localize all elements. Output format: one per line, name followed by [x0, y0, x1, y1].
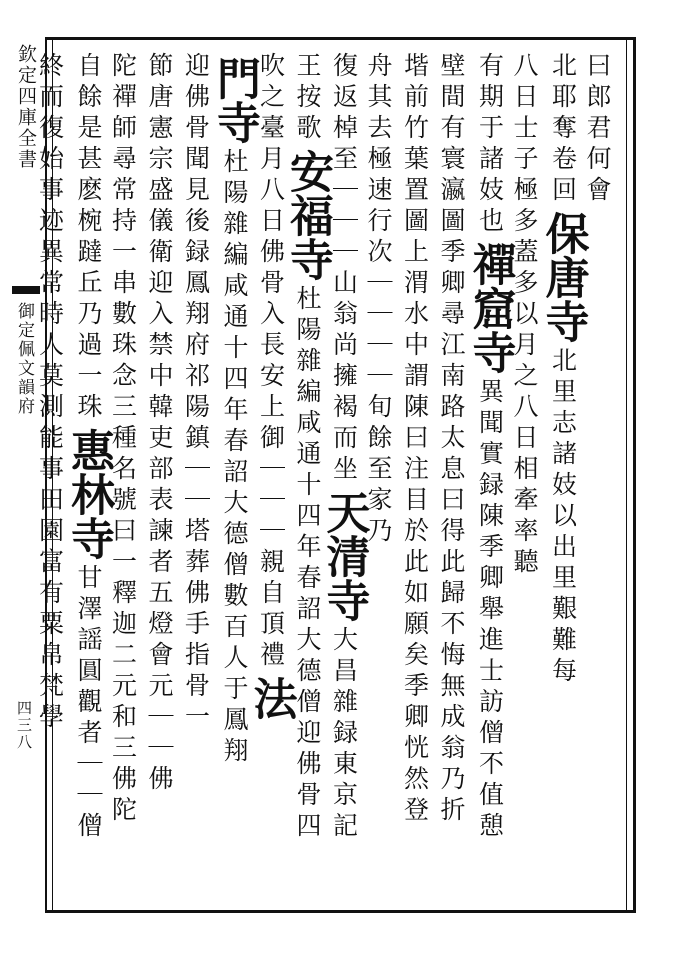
text-segment: 堦前竹葉置圖上渭水中謂陳曰注目於此如願矣季卿恍然登 [400, 52, 430, 827]
text-segment: 自餘是甚麽椀躂丘乃過一珠 [74, 52, 103, 424]
text-column [512, 52, 537, 907]
text-segment: 月八日佛骨入長安上御｜｜｜親自頂禮 [256, 145, 286, 672]
text-segment: 能事田園富有粟帛梵學 [35, 424, 65, 734]
entry-heading: 門寺 [209, 56, 260, 144]
text-column [63, 52, 114, 907]
entry-heading: 保唐寺 [537, 211, 589, 343]
margin-book-title: 御定佩文韻府 [14, 302, 34, 416]
text-segment: 異聞實録陳季卿舉進士訪僧不值憩 [475, 378, 505, 843]
text-column [282, 52, 333, 907]
text-column [585, 52, 610, 907]
text-segment: 舟其去極速行次｜｜｜｜旬餘至家乃 [364, 52, 393, 548]
frame-top-rule [45, 37, 635, 40]
text-column [464, 52, 516, 907]
margin-page-number: 四三八 [15, 700, 33, 751]
text-segment: 杜陽雜編咸通十四年春詔大德僧數百人于鳳翔 [220, 148, 249, 768]
text-column [245, 52, 297, 907]
text-segment: 有期于諸妓也 [475, 52, 505, 238]
text-segment: 北耶奪卷回 [548, 52, 578, 207]
text-column [537, 52, 589, 907]
entry-heading: 禪窟寺 [464, 242, 516, 374]
frame-inner-right-rule [626, 40, 627, 910]
text-segment: 大昌雜録東京記 [329, 626, 359, 843]
text-segment: 迎佛骨聞見後録鳳翔府祁陽鎮｜｜塔葬佛手指骨一 [181, 52, 211, 734]
text-column [439, 52, 464, 907]
text-column [400, 52, 430, 907]
entry-heading: 惠林寺 [63, 428, 114, 560]
text-column [209, 52, 260, 907]
margin-top-title: 欽定四庫全書 [15, 44, 37, 170]
text-column [366, 52, 391, 907]
entry-heading: 天清寺 [318, 490, 370, 622]
text-segment: 復返棹至｜｜｜山翁尚擁褐而坐 [329, 52, 359, 486]
text-segment: 杜陽雜編咸通十四年春詔大德僧迎佛骨四 [293, 285, 322, 843]
frame-bottom-rule [45, 910, 635, 913]
text-column [108, 52, 138, 907]
text-column [318, 52, 370, 907]
text-segment: 甘澤謡圓觀者｜｜僧 [74, 564, 103, 843]
text-segment: 陀禪師尋常持一串數珠念三種名號曰一釋迦二元和三佛陀 [108, 52, 138, 827]
frame-right-rule [633, 37, 636, 913]
text-segment: 節唐憲宗盛儀衛迎入禁中韓吏部表諫者五燈會元｜｜佛 [145, 52, 174, 796]
entry-heading: 法 [245, 676, 297, 720]
text-segment: 曰郎君何會 [583, 52, 612, 207]
text-column [35, 52, 65, 907]
text-column [181, 52, 211, 907]
text-column [147, 52, 172, 907]
text-segment: 吹之臺 [256, 52, 286, 145]
text-segment: 多以月之八日相牽率聽 [510, 269, 539, 579]
text-segment: 八日士子極多蓋 [510, 52, 539, 269]
text-segment: 北里志諸妓以出里艱難每 [548, 347, 578, 688]
text-segment: 終而復始事迹異常時人莫測 [35, 52, 65, 424]
text-segment: 王按歌 [293, 52, 322, 145]
entry-heading: 安福寺 [282, 149, 333, 281]
text-segment: 壁間有寰瀛圖季卿尋江南路太息曰得此歸不悔無成翁乃折 [437, 52, 466, 827]
